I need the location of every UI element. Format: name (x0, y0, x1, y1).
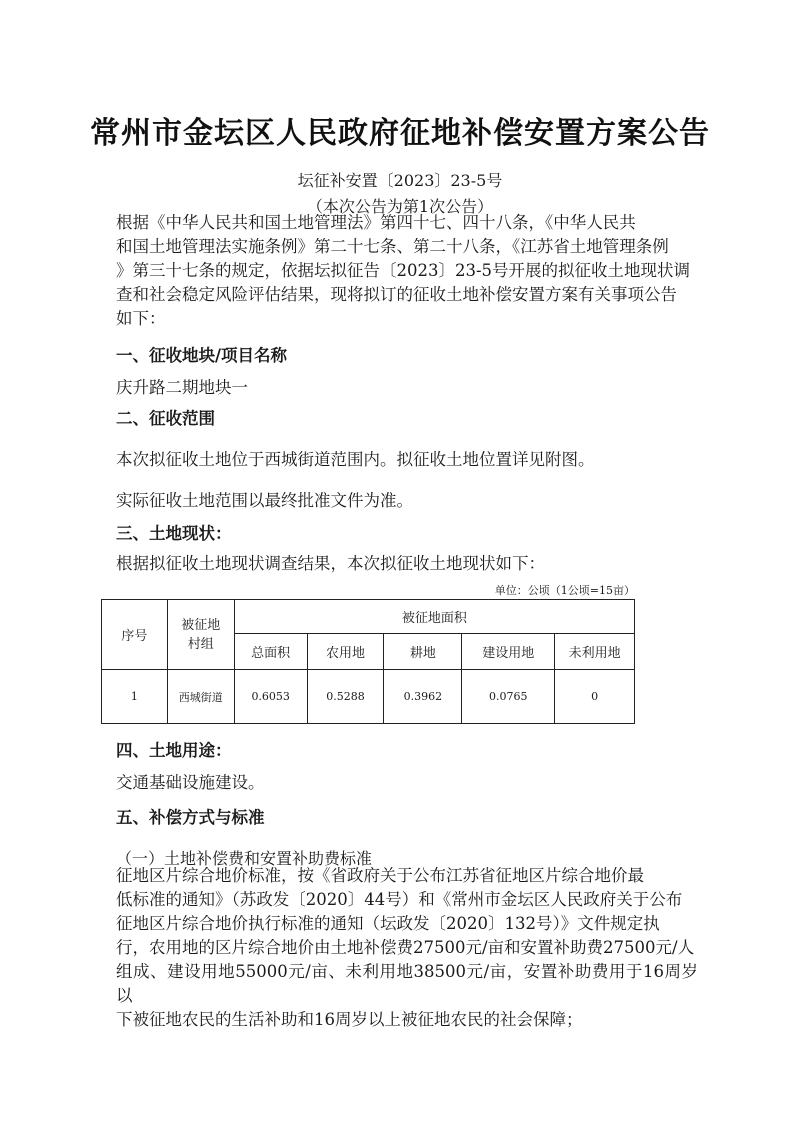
compensation-line: 征地区片综合地价标准，按《省政府关于公布江苏省征地区片综合地价最 (116, 866, 644, 885)
land-status-table (101, 599, 635, 724)
page-title: 常州市金坛区人民政府征地补偿安置方案公告 (90, 116, 710, 151)
cell-total-area: 0.6053 (234, 670, 307, 724)
announcement-note: （本次公告为第1次公告） (306, 197, 494, 216)
intro-line: 查和社会稳定风险评估结果，现将拟订的征收土地补偿安置方案有关事项公告 (116, 285, 677, 304)
section2-heading: 二、征收范围 (116, 409, 215, 428)
status-text: 根据拟征收土地现状调查结果，本次拟征收土地现状如下： (116, 554, 545, 573)
header-seq: 序号 (102, 600, 168, 670)
subsection-1-title: （一）土地补偿费和安置补助费标准 (116, 849, 373, 868)
intro-paragraph (116, 211, 698, 331)
compensation-line: 下被征地农民的生活补助和16周岁以上被征地农民的社会保障； (116, 1010, 583, 1029)
intro-line: 根据《中华人民共和国土地管理法》第四十七、四十八条，《中华人民共 (116, 213, 636, 232)
section5-heading: 五、补偿方式与标准 (116, 808, 265, 827)
compensation-line: 行，农用地的区片综合地价由土地补偿费27500元/亩和安置补助费27500元/人 (116, 938, 695, 957)
cell-village: 西城街道 (167, 670, 234, 724)
compensation-paragraph (116, 864, 698, 1032)
cell-cultivated: 0.3962 (384, 670, 462, 724)
intro-line: 和国土地管理法实施条例》第二十七条、第二十八条，《江苏省土地管理条例 (116, 237, 669, 256)
header-cultivated: 耕地 (384, 634, 462, 670)
compensation-line: 组成、建设用地55000元/亩、未利用地38500元/亩，安置补助费用于16周岁以 (116, 962, 698, 1005)
document-number: 坛征补安置〔2023〕23-5号 (297, 171, 503, 190)
cell-construction: 0.0765 (462, 670, 555, 724)
header-unused: 未利用地 (555, 634, 635, 670)
intro-line: 》第三十七条的规定，依据坛拟征告〔2023〕23-5号开展的拟征收土地现状调 (116, 261, 691, 280)
section1-heading: 一、征收地块/项目名称 (116, 346, 288, 365)
scope-text-2: 实际征收土地范围以最终批准文件为准。 (116, 491, 413, 510)
land-use-text: 交通基础设施建设。 (116, 773, 265, 792)
section3-heading: 三、土地现状： (116, 524, 232, 543)
intro-line: 如下： (116, 309, 166, 328)
cell-seq: 1 (102, 670, 168, 724)
cell-unused: 0 (555, 670, 635, 724)
compensation-line: 低标准的通知》（苏政发〔2020〕44号）和《常州市金坛区人民政府关于公布 (116, 890, 683, 909)
cell-agricultural: 0.5288 (307, 670, 384, 724)
header-village: 被征地村组 (167, 600, 234, 670)
header-total-area: 总面积 (234, 634, 307, 670)
section4-heading: 四、土地用途： (116, 741, 232, 760)
scope-text-1: 本次拟征收土地位于西城街道范围内。拟征收土地位置详见附图。 (116, 450, 595, 469)
project-name: 庆升路二期地块一 (116, 378, 248, 397)
compensation-line: 征地区片综合地价执行标准的通知（坛政发〔2020〕132号）》文件规定执 (116, 914, 660, 933)
header-area-group: 被征地面积 (234, 600, 634, 634)
table-row (102, 670, 635, 724)
header-agricultural: 农用地 (307, 634, 384, 670)
header-construction: 建设用地 (462, 634, 555, 670)
unit-note: 单位：公顷（1公顷=15亩） (494, 584, 635, 597)
